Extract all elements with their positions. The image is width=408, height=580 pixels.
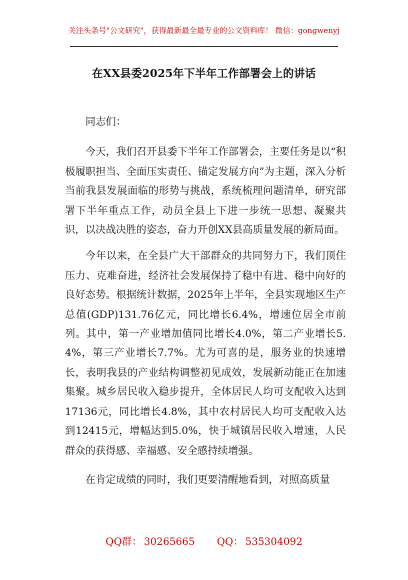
qq-group-label: QQ群： (105, 537, 142, 548)
header-divider (70, 46, 338, 47)
qq-number: 535304092 (245, 537, 303, 548)
paragraph-1: 今天，我们召开县委下半年工作部署会，主要任务是以“积极履职担当、全面压实责任、锚定发展方向”为主题，深入分析当前我县发展面临的形势与挑战，系统梳理问题清单，研究部署下半年重点工作，动员全县上下进一步统一思想、凝聚共识，以决战决胜的姿态，奋力开创XX县高质量发展的新局面。 (65, 147, 346, 237)
paragraph-2: 今年以来，在全县广大干部群众的共同努力下，我们顶住压力、克难奋进，经济社会发展保持了稳中有进、稳中向好的良好态势。根据统计数据，2025年上半年，全县实现地区生产总值(GDP)131.76亿元，同比增长6.4%，增速位居全市前列。其中，第一产业增加值同比增长4.0%，第二产业增长5.4%，第三产业增长7.7%。尤为可喜的是，服务业的快速增长，表明我县的产业结构调整初见成效，发展新动能正在加速集聚。城乡居民收入稳步提升，全体居民人均可支配收入达到17136元，同比增长4.8%，其中农村居民人均可支配收入达到12415元，增幅达到5.0%，快于城镇居民收入增速，人民群众的获得感、幸福感、安全感持续增强。 (65, 251, 346, 457)
header-banner: 关注头条号"公文研究"，获得最新最全最专业的公文资料库！ 微信：gongwenyj (68, 26, 340, 35)
footer-contact (0, 533, 408, 548)
document-title: 在XX县委2025年下半年工作部署会上的讲话 (92, 67, 316, 80)
qq-label: QQ： (216, 537, 244, 548)
paragraph-3: 在肯定成绩的同时，我们更要清醒地看到，对照高质量 (85, 474, 330, 486)
salutation: 同志们： (85, 117, 127, 128)
document-body (65, 113, 346, 490)
qq-group-number: 30265665 (143, 537, 195, 548)
